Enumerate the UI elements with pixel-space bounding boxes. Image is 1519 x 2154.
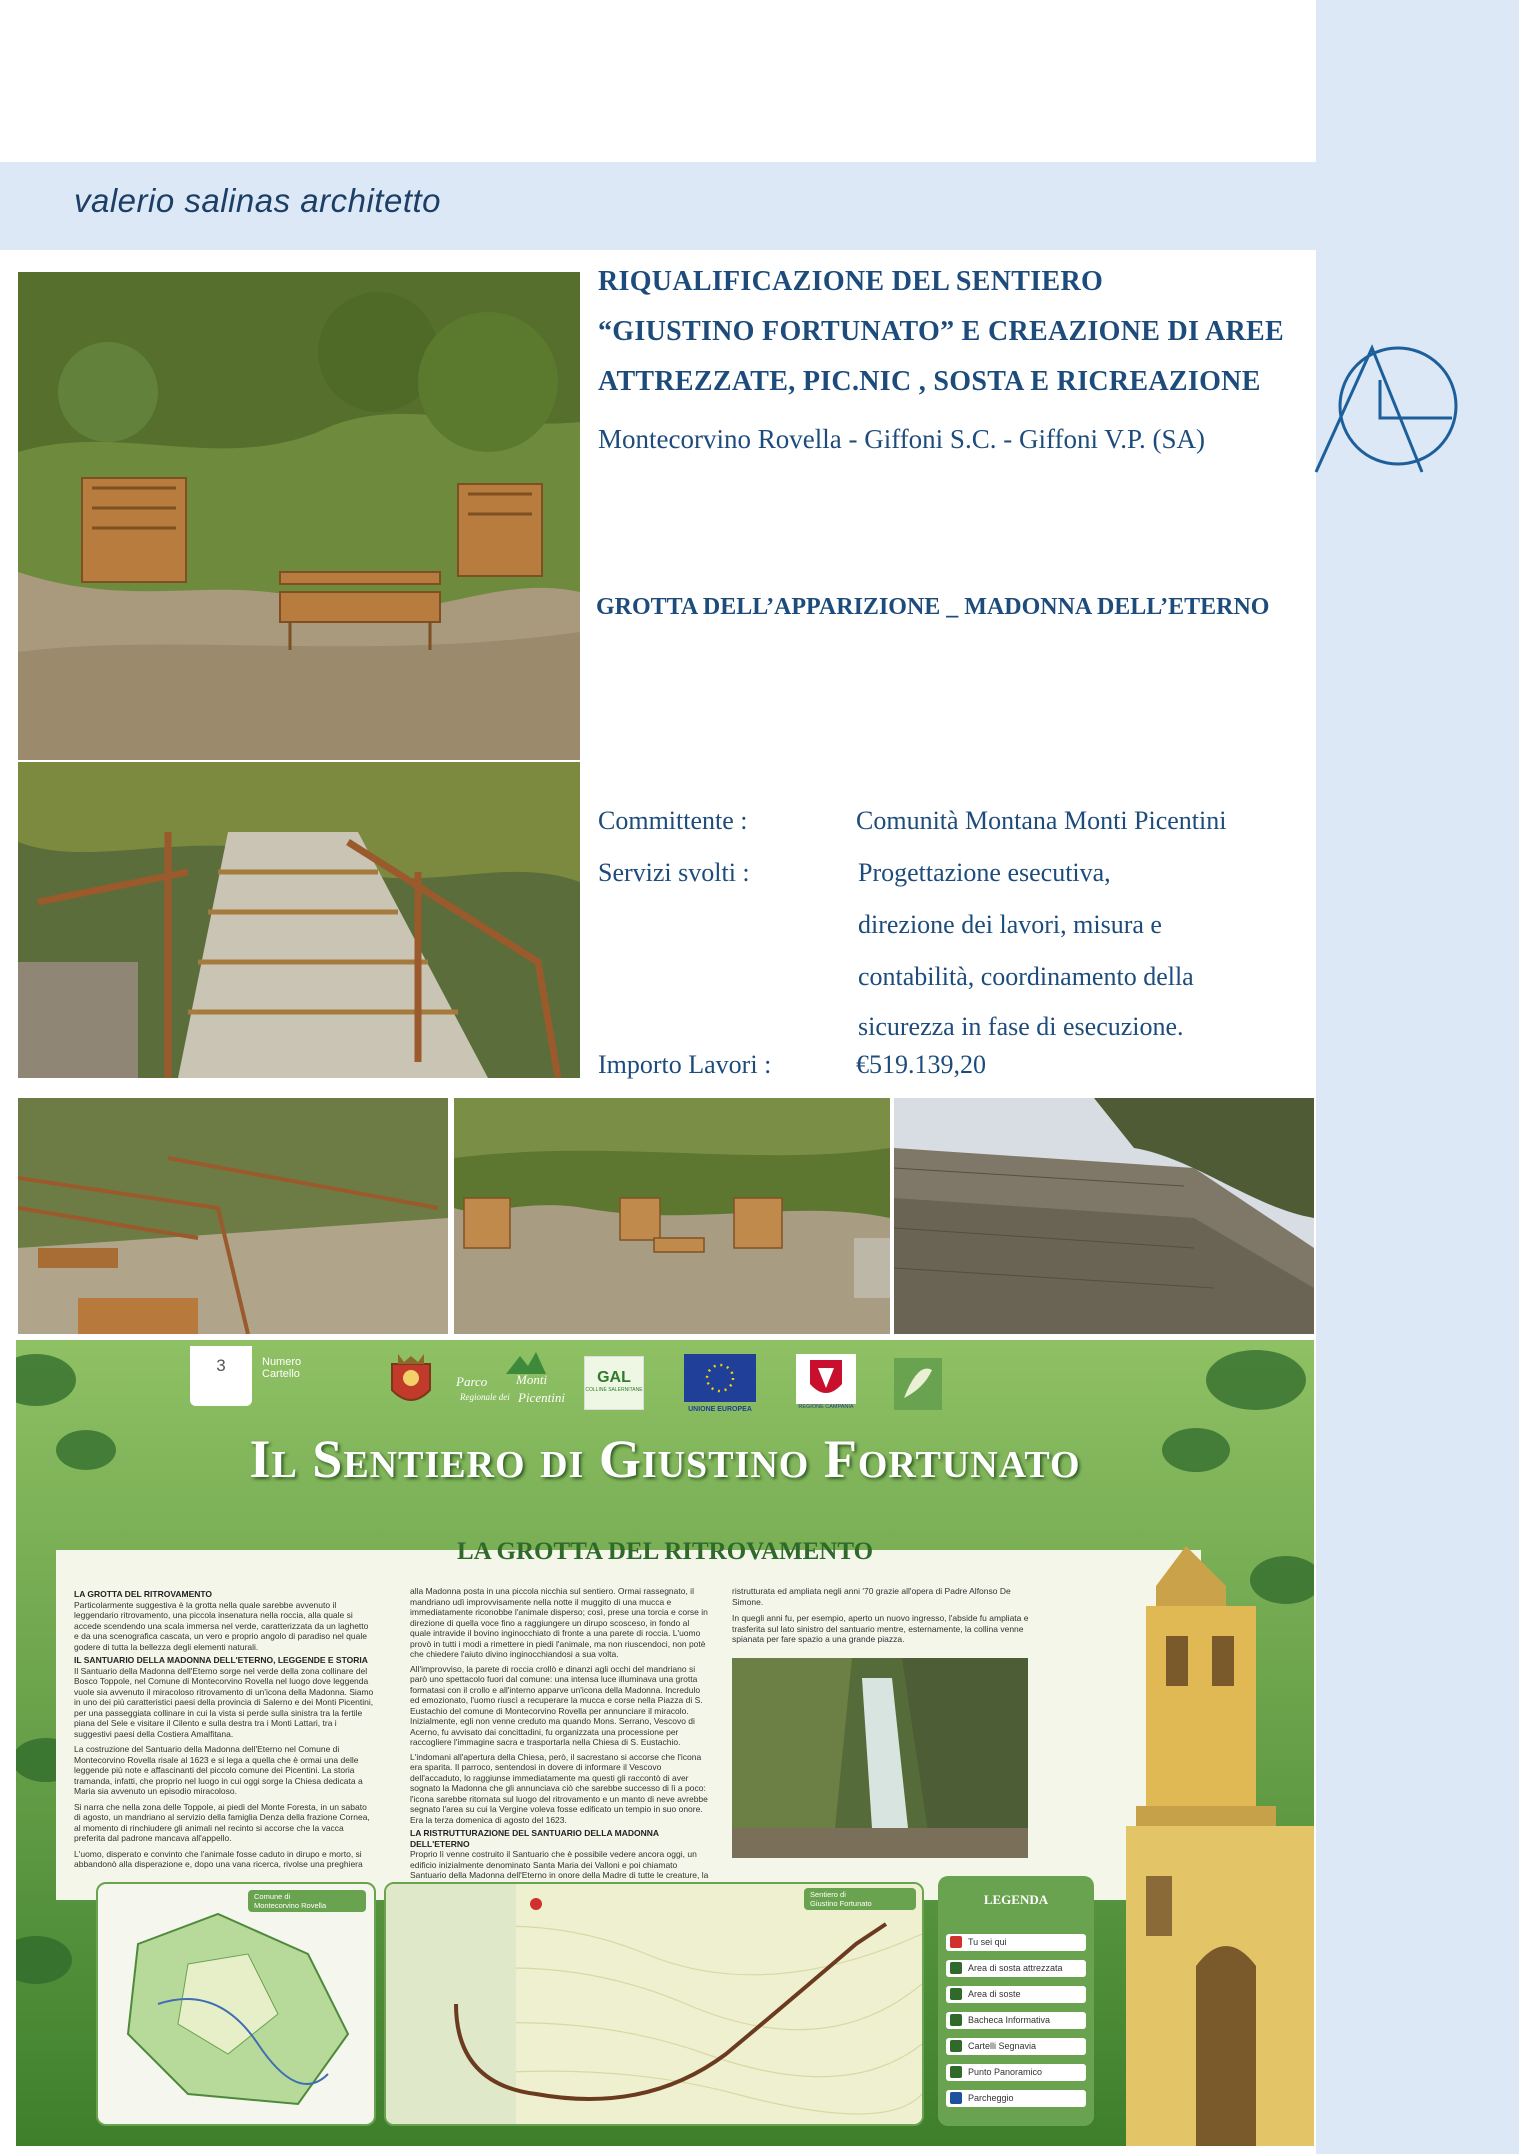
legend-item-label: Tu sei qui <box>968 1937 1007 1947</box>
col1-text-4: Si narra che nella zona delle Toppole, ai piedi del Monte Foresta, in un sabato di agosto, un mandriano al servizio della famiglia Denza della frazione Cornea, al momento di rinchiudere gli animali nel recinto si accorse che la vacca preferita dal padrone mancava all'appello. <box>74 1801 370 1843</box>
eu-logo <box>684 1354 756 1420</box>
legend-item-info-board <box>946 2012 1086 2029</box>
services-label: Servizi svolti : <box>598 858 750 887</box>
col2-text-2: All'improvviso, la parete di roccia crollò e dinanzi agli occhi del mandriano si parò uno spettacolo fuori dal comune: una intensa luce illuminava una grotta formatasi con il crollo e all'interno apparve un'icona della Madonna. Incredulo ed emozionato, l'uomo riuscì a recuperare la mucca e corse nella Piazza di S. Eustachio del comune di Montecorvino Rovella per annunciare il miracolo. Inizialmente, egli non venne creduto ma quando Mons. Serrano, Vescovo di Acerno, fu avvisato dai concittadini, fu organizzata una processione per raccogliere l'immagine sacra e trasportarla nella Chiesa di S. Eustachio. <box>410 1663 703 1747</box>
trail-map <box>384 1882 924 2126</box>
legend-item-parking <box>946 2090 1086 2107</box>
col1-heading-1: LA GROTTA DEL RITROVAMENTO <box>74 1589 213 1599</box>
legend-item-label: Area di sosta attrezzata <box>968 1963 1063 1973</box>
col2-text-1: alla Madonna posta in una piccola nicchia sul sentiero. Ormai rassegnato, il mandriano udì improvvisamente nella notte il muggito di una mucca e immediatamente riconobbe l'animale disperso; così, prese una torcia e corse in direzione di quella voce fino a raggiungere un dirupo scosceso, in fondo al quale intravide il bovino inginocchiato di fronte a una parete di roccia. L'uomo provò in tutti i modi a rimettere in piedi l'animale, ma non riuscendoci, non potè che chiedere l'aiuto divino inginocchiandosi a sua volta. <box>410 1586 708 1659</box>
panel-text-column-1 <box>74 1586 374 1870</box>
gal-logo-subtext: COLLINE SALERNITANE <box>585 1387 643 1393</box>
picentini-logo-word: Picentini <box>518 1390 565 1405</box>
municipality-map-title-line-2: Montecorvino Rovella <box>254 1901 327 1910</box>
col2-heading-4: LA RISTRUTTURAZIONE DEL SANTUARIO DELLA MADONNA DELL'ETERNO <box>410 1828 659 1849</box>
municipality-map <box>96 1882 376 2126</box>
legend-item-label: Bacheca Informativa <box>968 2015 1051 2025</box>
client-label: Committente : <box>598 806 748 835</box>
parco-picentini-logo <box>456 1352 572 1418</box>
col3-text-1: ristrutturata ed ampliata negli anni '70 grazie all'opera di Padre Alfonso De Simone. <box>732 1586 1011 1607</box>
legend-item-rest-area <box>946 1986 1086 2003</box>
col2-text-3: L'indomani all'apertura della Chiesa, però, il sacrestano si accorse che l'icona era sparita. Il parroco, sentendosi in dovere di informare il Vescovo dell'accaduto, lo raggiunse immediatamente ma questi gli raccontò di aver sognato la Madonna che gli annunciava ciò che sarebbe successo di lì a poco: l'icona sarebbe ritornata sul luogo del ritrovamento e un manto di neve avrebbe segnato l'area su cui la Vergine voleva fosse edificato un tempio in suo onore. Era la terza domenica di agosto del 1623. <box>410 1751 708 1825</box>
project-location: Montecorvino Rovella - Giffoni S.C. - Giffoni V.P. (SA) <box>598 424 1205 454</box>
picnic-table-icon <box>950 1962 962 1974</box>
legend-item-label: Parcheggio <box>968 2093 1014 2103</box>
client-value: Comunità Montana Monti Picentini <box>856 806 1227 835</box>
services-line-3: contabilità, coordinamento della <box>858 962 1194 991</box>
project-title-line-2: “GIUSTINO FORTUNATO” E CREAZIONE DI AREE <box>598 316 1284 347</box>
services-line-2: direzione dei lavori, misura e <box>858 910 1162 939</box>
studio-logo-icon <box>1312 340 1464 476</box>
panel-main-title: Il Sentiero di Giustino Fortunato <box>249 1429 1081 1489</box>
amount-value: €519.139,20 <box>856 1050 986 1079</box>
panel-number-label-line-2: Cartello <box>262 1368 300 1380</box>
gal-logo <box>584 1356 644 1410</box>
waterfall-photo <box>732 1658 1028 1858</box>
municipality-map-drawing <box>98 1884 374 2124</box>
services-line-1: Progettazione esecutiva, <box>858 858 1111 887</box>
legend-title: LEGENDA <box>983 1892 1049 1907</box>
project-title-line-3: ATTREZZATE, PIC.NIC , SOSTA E RICREAZIONE <box>598 366 1261 397</box>
col1-text-1: Particolarmente suggestiva è la grotta nella quale sarebbe avvenuto il leggendario ritrovamento, una piccola insenatura nella roccia, alla quale si accede scendendo una scala immersa nel verde, caratterizzata da un laghetto e da una scenografica cascata, un vero e proprio angolo di paradiso nel quale godere di tutta la bellezza degli elementi naturali. <box>74 1599 369 1652</box>
panel-sub-title: LA GROTTA DEL RITROVAMENTO <box>456 1538 874 1565</box>
gal-logo-text: GAL <box>597 1369 631 1386</box>
signpost-icon <box>950 2040 962 2052</box>
legend-item-label: Cartelli Segnavia <box>968 2041 1037 2051</box>
info-board-icon <box>950 2014 962 2026</box>
col2-text-4: Proprio lì venne costruito il Santuario che è possibile vedere ancora oggi, un edificio inizialmente denominato Santa Maria dei Valloni e poi chiamato Santuario della Madonna dell'Eterno in onore della Madre di tutte le creature, la <box>410 1849 709 1880</box>
col1-text-2: Il Santuario della Madonna dell'Eterno sorge nel verde della zona collinare del Bosco Toppole, nel Comune di Montecorvino Rovella nel luogo dove leggenda vuole sia avvenuto il miracoloso ritrovamento di un'icona della Madonna. Siamo in uno dei più caratteristici paesi della provincia di Salerno e dei Monti Picentini, per una passeggiata collinare in cui la vista si perde sulla sinistra tra la fertile piana del Sele e visitare il Cilento e sulla destra tra i Monti Lattari, tra i suggestivi paesi della Costiera Amalfitana. <box>74 1665 374 1739</box>
campania-logo <box>796 1354 856 1418</box>
mountain-logo-icon <box>506 1352 546 1374</box>
trail-map-title-line-1: Sentiero di <box>810 1890 846 1899</box>
municipality-map-title-line-1: Comune di <box>254 1892 291 1901</box>
location-pin-icon <box>950 1936 962 1948</box>
eu-flag-icon <box>684 1354 756 1402</box>
photo-stone-wall <box>894 1098 1314 1334</box>
panel-text-column-2 <box>410 1586 710 1891</box>
legend-item-label: Area di soste <box>968 1989 1021 1999</box>
panel-number-label <box>262 1356 301 1380</box>
col1-text-3: La costruzione del Santuario della Madonna dell'Eterno nel Comune di Montecorvino Rovella risale al 1623 e si lega a quella che è ormai una delle leggende più note e affascinanti del piccolo comune dei Picentini. La storia tramanda, infatti, che proprio nel luogo in cui oggi sorge la Chiesa dedicata a Maria sia avvenuto un episodio miracoloso. <box>74 1744 363 1796</box>
legend-item-picnic-area <box>946 1960 1086 1977</box>
side-band <box>1316 0 1519 2154</box>
bench-icon <box>950 1988 962 2000</box>
photo-gazebos <box>454 1098 890 1334</box>
trail-map-drawing <box>386 1884 922 2124</box>
project-title-line-1: RIQUALIFICAZIONE DEL SENTIERO <box>598 266 1104 297</box>
binoculars-icon <box>950 2066 962 2078</box>
panel-number: 3 <box>190 1346 252 1406</box>
trail-map-tag <box>804 1888 916 1910</box>
monti-logo-word: Monti <box>516 1372 548 1387</box>
church-illustration <box>1116 1546 1314 2146</box>
legend-item-viewpoint <box>946 2064 1086 2081</box>
photo-picnic-area <box>18 272 580 760</box>
col3-text-2: In quegli anni fu, per esempio, aperto un nuovo ingresso, l'abside fu ampliata e trasferita sul lato sinistro del santuario mentre, esternamente, la collina venne spianata per fare spazio a una grande piazza. <box>732 1613 1029 1644</box>
services-line-4: sicurezza in fase di esecuzione. <box>858 1012 1184 1041</box>
project-subtitle: GROTTA DELL’APPARIZIONE _ MADONNA DELL’ETERNO <box>596 594 1270 620</box>
legend-item-you-are-here <box>946 1934 1086 1951</box>
panel-text-column-3 <box>732 1586 1032 1645</box>
col1-text-5: L'uomo, disperato e convinto che l'animale fosse caduto in dirupo e morto, si abbandonò alla disperazione e, dopo una vana ricerca, rivolse una preghiera <box>74 1848 363 1869</box>
panel-number-label-line-1: Numero <box>262 1356 302 1368</box>
photo-stairway <box>18 762 580 1078</box>
leader-logo-icon <box>894 1358 942 1410</box>
campania-logo-text: REGIONE CAMPANIA <box>798 1404 854 1410</box>
photo-trail-picnic <box>18 1098 448 1334</box>
trail-map-title-line-2: Giustino Fortunato <box>810 1899 872 1908</box>
campania-crest-icon <box>796 1354 856 1404</box>
col1-heading-2: IL SANTUARIO DELLA MADONNA DELL'ETERNO, LEGGENDE E STORIA <box>74 1655 368 1665</box>
amount-label: Importo Lavori : <box>598 1050 772 1079</box>
eu-logo-text: UNIONE EUROPEA <box>688 1406 752 1413</box>
regionale-logo-word: Regionale dei <box>460 1392 510 1402</box>
municipality-crest-icon <box>388 1354 434 1410</box>
parking-icon <box>950 2092 962 2104</box>
parco-logo-word: Parco <box>456 1374 488 1389</box>
legend-item-label: Punto Panoramico <box>968 2067 1043 2077</box>
map-legend <box>938 1876 1094 2126</box>
author-name: valerio salinas architetto <box>74 182 442 219</box>
legend-item-signposts <box>946 2038 1086 2055</box>
